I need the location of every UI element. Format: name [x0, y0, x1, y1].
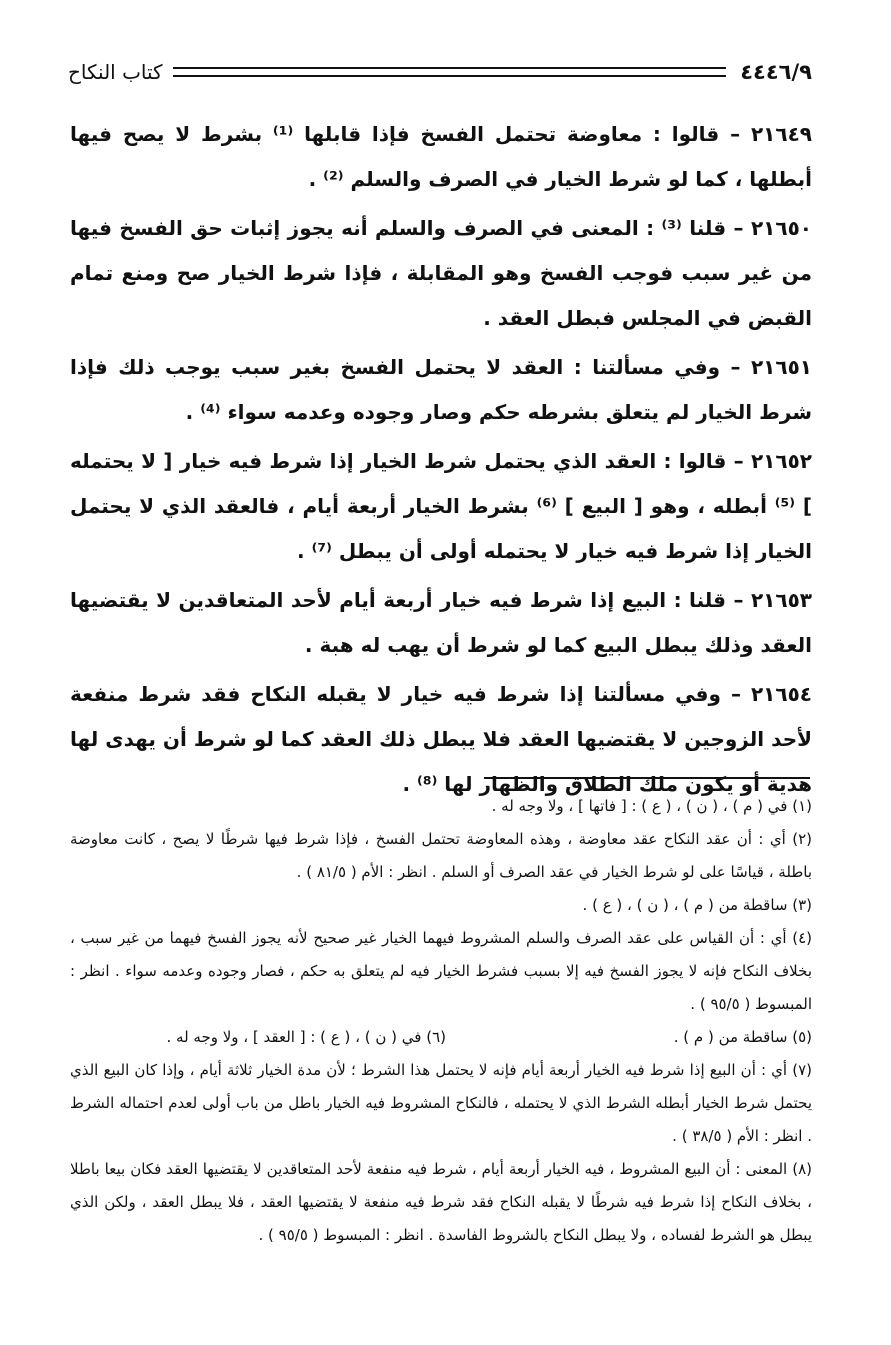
footnote: (١) في ( م ) ، ( ن ) ، ( ع ) : [ فاتها ] ، ولا وجه له .: [491, 797, 812, 815]
paragraph: [70, 578, 812, 668]
footnote: (٧) أي : أن البيع إذا شرط فيه الخيار أربعة أيام فإنه لا يحتمل هذا الشرط ؛ لأن مدة الخيار ثلاثة أيام ، وإذا كان البيع الذي يحتمل شرط الخيار أبطله الشرط الذي لا يحتمله ، فالنكاح المشروط فيه الخيار باطل من باب أولى لعدم احتماله الشرط . انظر : الأم ( ٣٨/٥ ) .: [70, 1061, 812, 1145]
main-text: [70, 112, 812, 811]
paragraph-text: – وفي مسألتنا : العقد لا يحتمل الفسخ بغير سبب يوجب ذلك فإذا شرط الخيار لم يتعلق بشرطه حكم وصار وجوده وعدمه سواء ⁽⁴⁾ .: [70, 355, 812, 424]
paragraph-text: – قلنا : البيع إذا شرط فيه خيار أربعة أيام لأحد المتعاقدين لا يقتضيها العقد وذلك يبطل البيع كما لو شرط أن يهب له هبة .: [70, 588, 812, 657]
paragraph-text: – قلنا ⁽³⁾ : المعنى في الصرف والسلم أنه يجوز إثبات حق الفسخ فيها من غير سبب فوجب الفسخ وهو المقابلة ، فإذا شرط الخيار صح ومنع تمام القبض في المجلس فبطل العقد .: [70, 216, 812, 330]
paragraph-text: – وفي مسألتنا إذا شرط فيه خيار لا يقبله النكاح فقد شرط منفعة لأحد الزوجين لا يقتضيها العقد فلا يبطل ذلك العقد كما لو شرط أن يهدى لها هدية أو يكون ملك الطلاق والظهار لها ⁽⁸⁾ .: [70, 682, 812, 796]
paragraph-number: ٢١٦٥٠: [750, 216, 812, 240]
paragraph-number: ٢١٦٥١: [750, 355, 812, 379]
paragraph: [70, 112, 812, 202]
paragraph-text: – قالوا : العقد الذي يحتمل شرط الخيار إذا شرط فيه خيار [ لا يحتمله ] ⁽⁵⁾ أبطله ، وهو [ البيع ] ⁽⁶⁾ بشرط الخيار أربعة أيام ، فالعقد الذي لا يحتمل الخيار إذا شرط فيه خيار لا يحتمله أولى أن يبطل ⁽⁷⁾ .: [70, 449, 812, 563]
footnote: (٣) ساقطة من ( م ) ، ( ن ) ، ( ع ) .: [582, 896, 812, 914]
book-title: كتاب النكاح: [68, 60, 163, 84]
paragraph-number: ٢١٦٤٩: [750, 122, 813, 146]
footnote: (٥) ساقطة من ( م ) .: [673, 1028, 812, 1046]
paragraph-number: ٢١٦٥٣: [750, 588, 812, 612]
footnotes: [70, 790, 812, 1252]
paragraph-number: ٢١٦٥٤: [750, 682, 812, 706]
footnote: (٦) في ( ن ) ، ( ع ) : [ العقد ] ، ولا وجه له .: [166, 1028, 446, 1046]
header-rule: [173, 67, 727, 77]
page-header: [68, 52, 812, 92]
paragraph-text: – قالوا : معاوضة تحتمل الفسخ فإذا قابلها ⁽¹⁾ بشرط لا يصح فيها أبطلها ، كما لو شرط الخيار في الصرف والسلم ⁽²⁾ .: [70, 122, 812, 191]
footnote: (٤) أي : أن القياس على عقد الصرف والسلم المشروط فيهما الخيار غير صحيح لأنه يجوز الفسخ فيهما من غير سبب ، بخلاف النكاح فإنه لا يجوز الفسخ فيه إلا بسبب فشرط الخيار فيه لم يتعلق به حكم ، فصار وجوده وعدمه سواء . انظر : المبسوط ( ٩٥/٥ ) .: [70, 929, 812, 1013]
footnote-row: [70, 1021, 812, 1054]
paragraph: [70, 439, 812, 574]
paragraph: [70, 672, 812, 807]
footnote-separator: [484, 777, 810, 779]
paragraph-number: ٢١٦٥٢: [750, 449, 812, 473]
page-number: ٤٤٤٦/٩: [740, 60, 812, 84]
paragraph: [70, 206, 812, 341]
paragraph: [70, 345, 812, 435]
footnote: (٢) أي : أن عقد النكاح عقد معاوضة ، وهذه المعاوضة تحتمل الفسخ ، فإذا شرط فيها شرطًا لا يصح ، كانت معاوضة باطلة ، قياسًا على لو شرط الخيار في عقد الصرف أو السلم . انظر : الأم ( ٨١/٥ ) .: [70, 830, 812, 881]
footnote: (٨) المعنى : أن البيع المشروط ، فيه الخيار أربعة أيام ، شرط فيه منفعة لأحد المتعاقدين لا يقتضيها العقد فكان بيعا باطلا ، بخلاف النكاح إذا شرط فيه شرطًا لا يقبله النكاح فقد شرط فيه منفعة لا يقتضيها العقد ، فلا يبطل العقد ، ولكن الذي يبطل هو الشرط لفساده ، ولا يبطل النكاح بالشروط الفاسدة . انظر : المبسوط ( ٩٥/٥ ) .: [70, 1160, 812, 1244]
